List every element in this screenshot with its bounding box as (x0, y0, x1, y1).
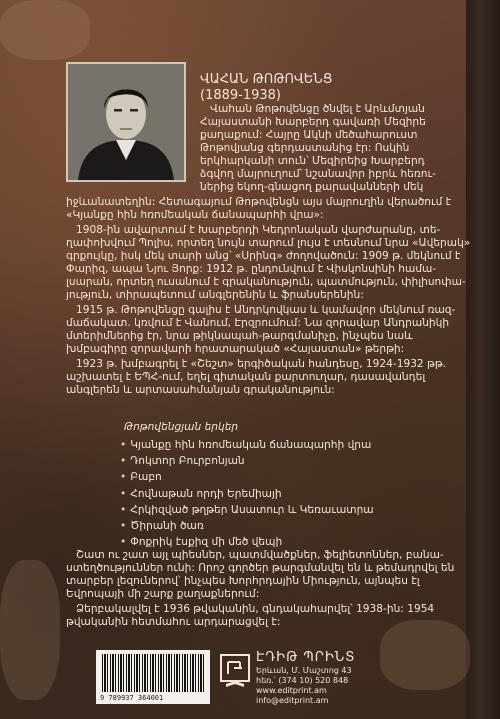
works-title: Թոթովենցյան երկեր (124, 421, 239, 433)
publisher-phone: հեռ.՝ (374 10) 520 848 (256, 676, 349, 685)
bio-line: անգլերեն և արտասահմանյան գրականություն: (66, 384, 335, 396)
bio-line: ձգվող մայրուղում՝ նշանավոր իբրև հեռու- (200, 168, 436, 180)
work-item: • Հովնաթան որդի Երեմիայի (120, 487, 282, 500)
bio-line: մաճակատ. կռվում է Վանում, Էրզրումում: Նա զորավար Անդրանիկի (66, 317, 450, 329)
closing-line: տարբեր լեզուներով՝ ինչպես Խորհրդային Միություն, այնպես էլ (66, 575, 420, 587)
bio-line: երկհարկանի տուն՝ Մեզիրեից Խարբերդ (200, 155, 425, 167)
cover-wear (0, 0, 90, 60)
author-header (200, 72, 332, 104)
bio-line: յություն, տիրապետում անգլերենին և ֆրանսերենին: (66, 289, 364, 301)
bio-line: 1923 թ. խմբագրել է «Շեշտ» երգիծական հանդեսը, 1924-1932 թթ. (76, 358, 447, 370)
bio-line: «Կյանքը հին հռոմեական ճանապարհի վրա»: (66, 209, 324, 221)
publisher-name: ԷԴԻԹ ՊՐԻՆՏ (256, 650, 356, 665)
bio-line: Վահան Թոթովենցը ծնվել է Արևմտյան (210, 103, 425, 115)
publisher-address: Երևան, Մ. Մաշտոց 43 (256, 666, 352, 675)
closing-line: Ձերբակալվել է 1936 թվականին, գնդակահարվել՝ 1938-ին: 1954 (76, 603, 435, 615)
work-item: • Փոքրիկ էսքիզ մի մեծ վեպի (120, 536, 283, 549)
closing-line: թվականին հետմահու արդարացվել է: (66, 616, 281, 628)
publisher-website: www.editprint.am (256, 686, 327, 695)
work-item: • Ծիրանի ծառ (120, 519, 204, 532)
publisher-logo-icon (220, 654, 250, 688)
publisher-info (256, 650, 355, 706)
author-years: (1889-1938) (200, 88, 282, 103)
works-list (120, 439, 374, 552)
bio-line: մտերիմներից էր, նրա թիկնապահ-թարգմանիչը, ինչպես նաև (66, 330, 413, 342)
cover-wear (380, 620, 470, 690)
bio-line: աշխատել է ԵՊՀ-ում, եղել գիտական քարտուղար, դասավանդել (66, 371, 426, 383)
publisher-email: info@editprint.am (256, 696, 329, 705)
closing-line: ստեղծություններ ունի: Որոշ գործեր թարգմանվել են և թեմադրվել են (66, 562, 455, 574)
closing-line: Եվրոպայի մի շարք քաղաքներում: (66, 588, 260, 600)
isbn-barcode (96, 650, 210, 704)
bio-line: 1908-ին ավարտում է Խարբերդի Կեդրոնական վարժարանը, տե- (76, 224, 441, 236)
barcode-number: 9 789937 364001 (100, 694, 164, 702)
author-name: ՎԱՀԱՆ ԹՈԹՈՎԵՆՑ (200, 72, 333, 87)
work-item: • Բաբո (120, 471, 162, 484)
bio-line: քաղաքում: Հայրը Ակնի մեծահարուստ (200, 129, 418, 141)
bio-line: խմբագիրը զորավարի հրատարակած «Հայաստան» թերթի: (66, 343, 405, 355)
portrait-image (68, 64, 184, 180)
work-item: • Դոկտոր Բուրբոնյան (120, 455, 245, 468)
bio-line: ներից եկող-գնացող քարավանների մեկ (200, 181, 424, 193)
cover-wear (0, 560, 60, 700)
closing-line: Շատ ու շատ այլ պիեսներ, պատմվածքներ, ֆելիետոններ, բանա- (76, 549, 444, 561)
bio-line: 1915 թ. Թոթովենցը գալիս է Անդրկովկաս և կամավոր մեկնում ռազ- (76, 304, 456, 316)
bio-line: Փարիզ, ապա Նյու Յորք: 1912 թ. ընդունվում է Վիսկոնսինի համա- (66, 263, 437, 275)
work-item: • Հրկիզված թղթեր Ասատուր և Կեռաւատրա (120, 503, 374, 516)
book-spine (466, 0, 500, 719)
bio-line: իջևանատեղին: Հետագայում Թոթովենցն այս մայրուղին վերածում է (66, 196, 452, 208)
barcode-bars (102, 654, 204, 692)
work-item: • Կյանքը հին հռոմեական ճանապարհի վրա (120, 439, 372, 451)
bio-line: ղափոխվում Պոլիս, որտեղ նույն տարում լույս է տեսնում նրա «Ավերակ» (66, 237, 471, 249)
author-portrait (66, 62, 186, 182)
bio-line: Թոթովյանց գերդաստանից էր: Ոսկին (200, 142, 410, 154)
bio-line: լսարան, որտեղ ուսանում է գրականություն, պատմություն, փիլիսոփա- (66, 276, 466, 288)
bio-line: գրքույկը, իսկ մեկ տարի անց՝ «Սրինգ» ժողովածուն: 1909 թ. մեկնում է (66, 250, 461, 262)
bio-line: Հայաստանի Խարբերդ գավառի Մեզիրե (200, 116, 426, 128)
